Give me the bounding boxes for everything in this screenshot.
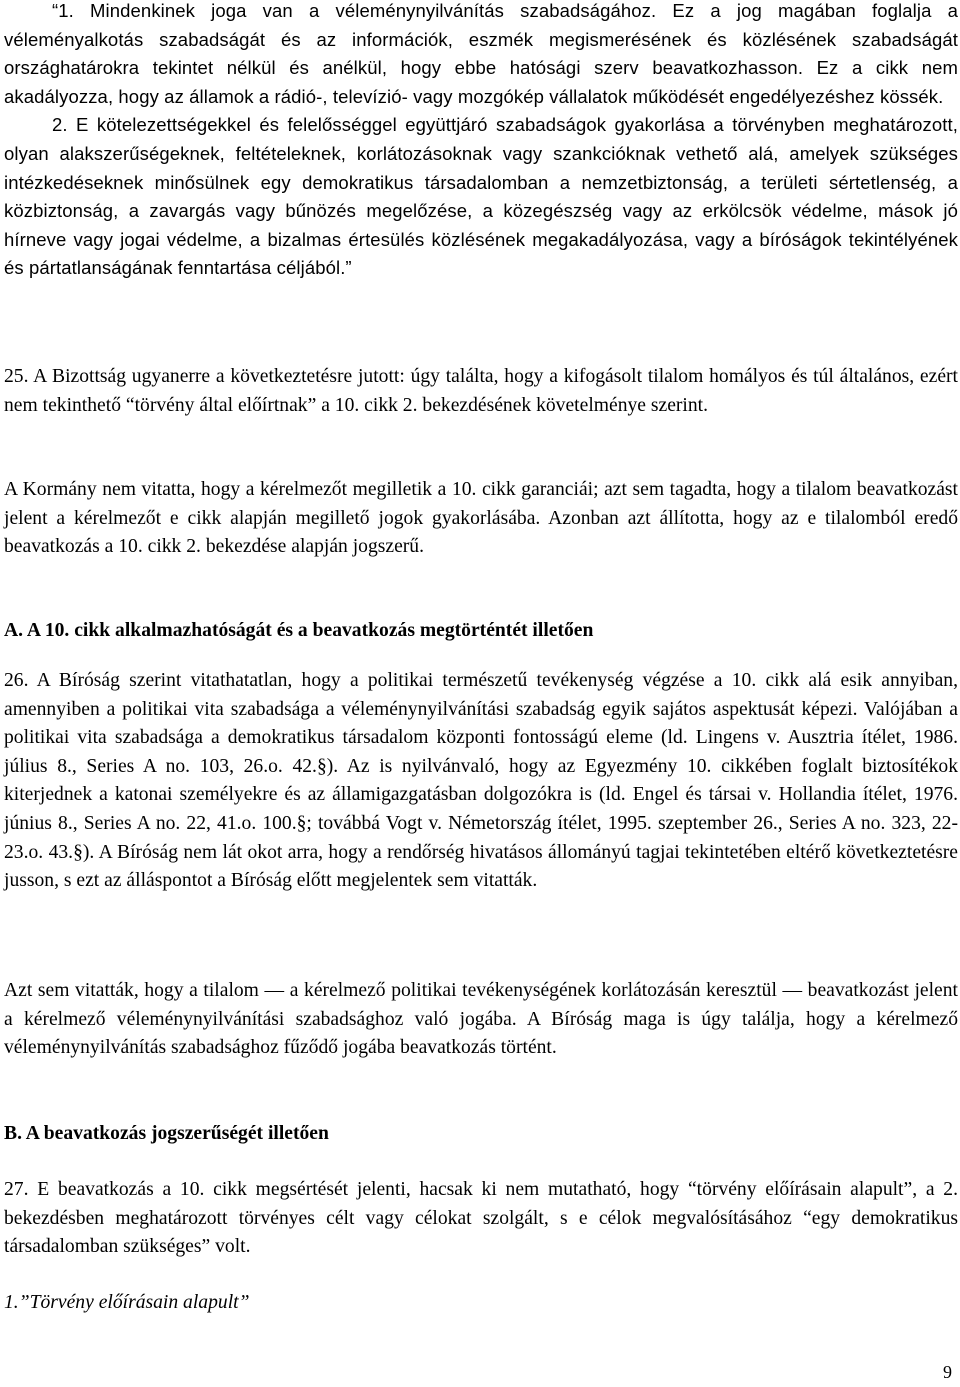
quote-paragraph-2: 2. E kötelezettségekkel és felelősséggel együttjáró szabadságok gyakorlása a törvényben meghatározott, olyan alakszerűségeknek, feltételeknek, korlátozásoknak vagy szankcióknak vethető alá, amelyek szükséges intézkedéseknek minősülnek egy demokratikus társadalomban a nemzetbiztonság, a területi sértetlenség, a közbiztonság, a zavargás vagy bűnözés megelőzése, a közegészség vagy az erkölcsök védelme, mások jó hírneve vagy jogai védelme, a bizalmas értesülés közlésének megakadályozása, vagy a bíróságok tekintélyének és pártatlanságának fenntartása céljából.” (4, 114, 958, 279)
paragraph-kormany: A Kormány nem vitatta, hogy a kérelmezőt megilletik a 10. cikk garanciái; azt sem tagadta, hogy a tilalom beavatkozást jelent a kérelmezőt e cikk alapján megillető jogok gyakorlásába. Azonban azt állította, hogy az e tilalomból eredő beavatkozás a 10. cikk 2. bekezdése alapján jogszerű. (4, 479, 958, 558)
paragraph-25: 25. A Bizottság ugyanerre a következtetésre jutott: úgy találta, hogy a kifogásolt tilalom homályos és túl általános, ezért nem tekinthető “törvény által előírtnak” a 10. cikk 2. bekezdésének követelménye szerint. (4, 366, 958, 416)
quote-block (4, 0, 958, 283)
paragraph-26: 26. A Bíróság szerint vitathatatlan, hogy a politikai természetű tevékenység végzése a 10. cikk alá esik annyiban, amennyiben a politikai vita szabadsága a véleménynyilvánítási szabadság egyik sajátos aspektusát képezi. Valójában a politikai vita szabadsága a demokratikus társadalom központi fontosságú eleme (ld. Lingens v. Ausztria ítélet, 1986. július 8., Series A no. 103, 26.o. 42.§). Az is nyilvánvaló, hogy az Egyezmény 10. cikkében foglalt biztosítékok kiterjednek a katonai személyekre és az államigazgatásban dolgozókra is (ld. Engel és társai v. Hollandia ítélet, 1976. június 8., Series A no. 22, 41.o. 100.§; továbbá Vogt v. Németország ítélet, 1995. szeptember 26., Series A no. 323, 22-23.o. 43.§). A Bíróság nem lát okot arra, hogy a rendőrség hivatásos állományú tagjai tekintetében eltérő következtetésre jusson, s ezt az álláspontot a Bíróság előtt megjelentek sem vitatták. (4, 670, 958, 892)
quote-paragraph-1: “1. Mindenkinek joga van a véleménynyilvánítás szabadságához. Ez a jog magában foglalja a véleményalkotás szabadságát és az információk, eszmék megismerésének és közlésének szabadságát országhatárokra tekintet nélkül és anélkül, hogy ebbe hatósági szerv beavatkozhasson. Ez a cikk nem akadályozza, hogy az államok a rádió-, televízió- vagy mozgókép vállalatok működését engedélyezéshez kössék. (4, 0, 958, 107)
paragraph-vitattak: Azt sem vitatták, hogy a tilalom — a kérelmező politikai tevékenységének korlátozásán keresztül — beavatkozást jelent a kérelmező véleménynyilvánítási szabadsághoz való jogába. A Bíróság maga is úgy találja, hogy a kérelmező véleménynyilvánítás szabadsághoz fűződő jogába beavatkozás történt. (4, 980, 958, 1059)
subheading-1: 1.”Törvény előírásain alapult” (4, 1292, 250, 1313)
paragraph-27: 27. E beavatkozás a 10. cikk megsértését jelenti, hacsak ki nem mutatható, hogy “törvény előírásain alapult”, a 2. bekezdésben meghatározott törvényes célt vagy célokat szolgált, s e célok megvalósításához “egy demokratikus társadalomban szükséges” volt. (4, 1179, 958, 1258)
page-number: 9 (943, 1362, 952, 1382)
section-heading-a: A. A 10. cikk alkalmazhatóságát és a beavatkozás megtörténtét illetően (4, 620, 594, 641)
section-heading-b: B. A beavatkozás jogszerűségét illetően (4, 1123, 329, 1144)
